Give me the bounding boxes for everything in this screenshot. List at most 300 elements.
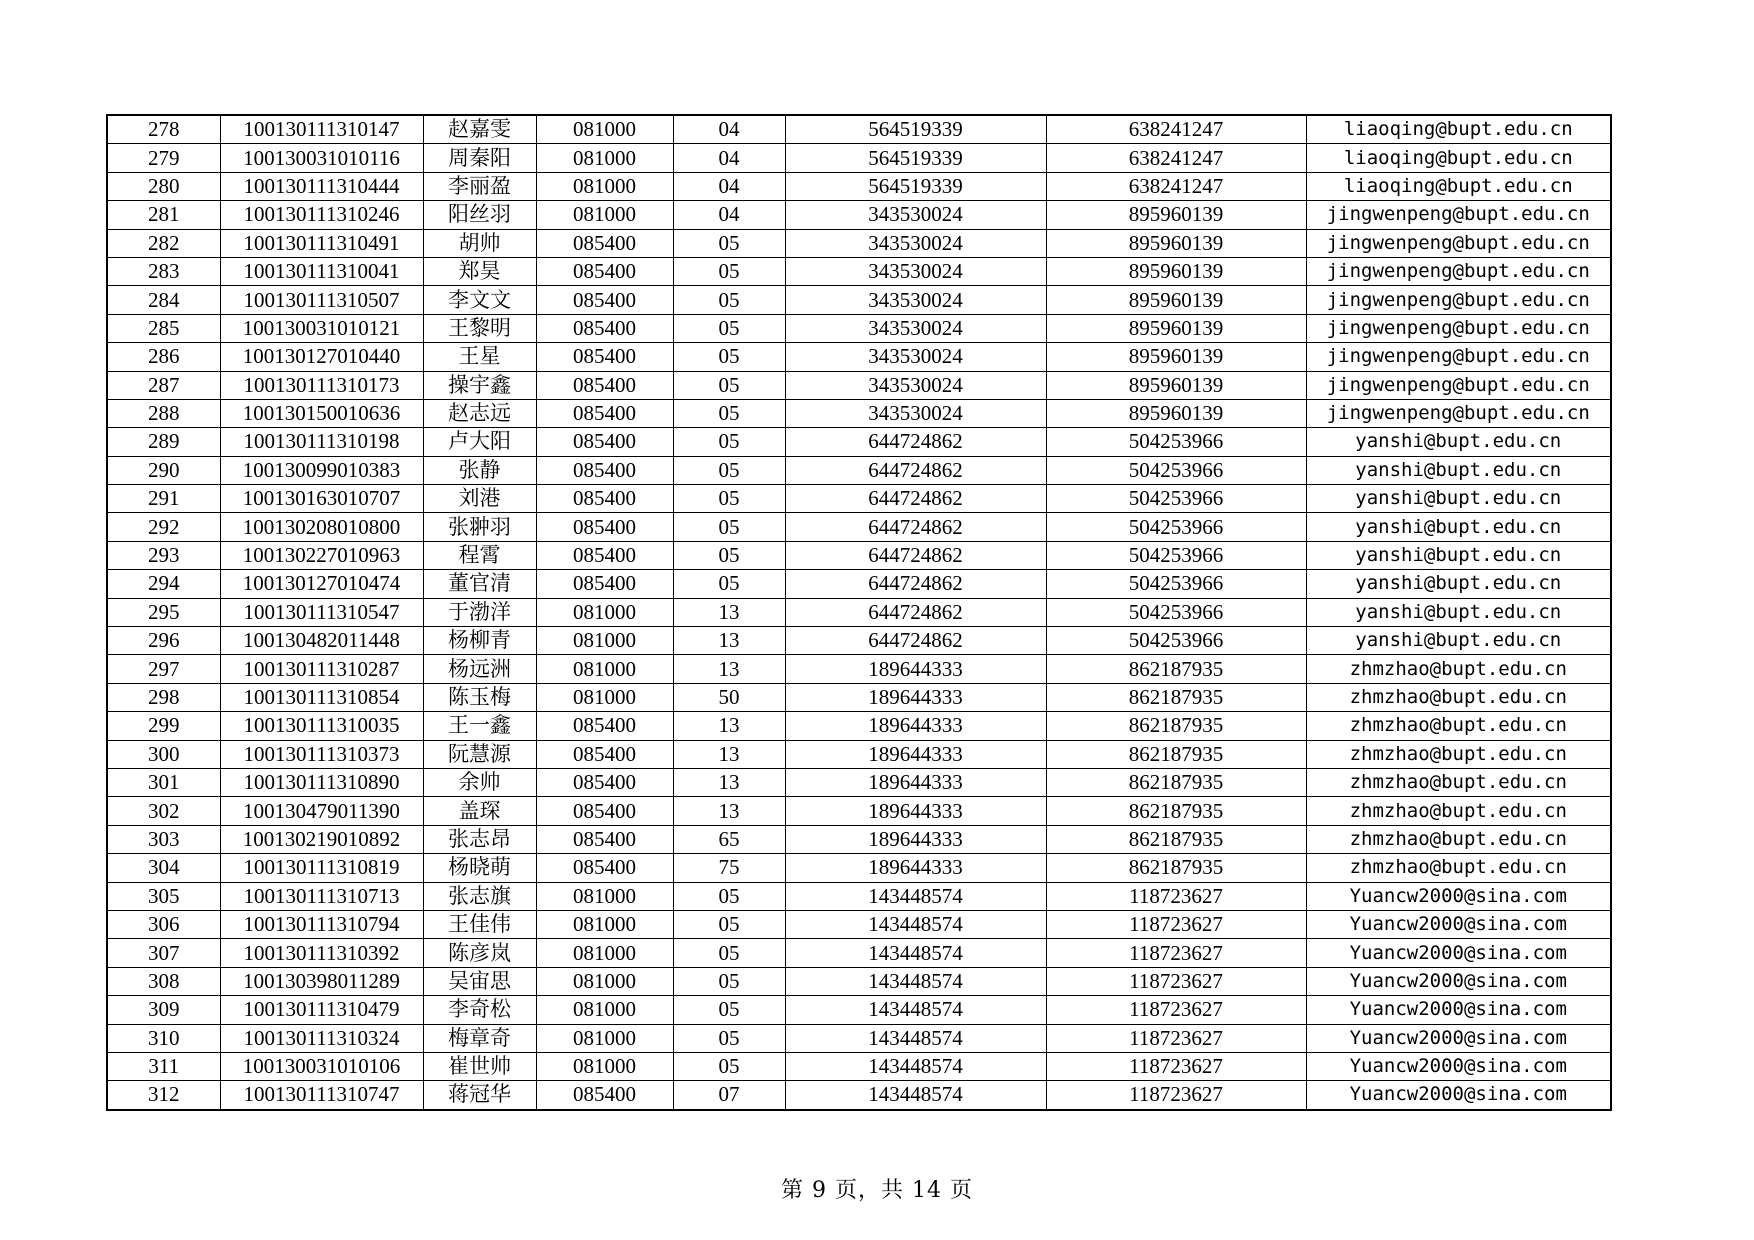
email-cell: liaoqing@bupt.edu.cn xyxy=(1306,144,1611,172)
table-row xyxy=(107,456,1611,484)
row-number-cell: 280 xyxy=(107,172,220,200)
row-number-cell: 294 xyxy=(107,570,220,598)
group-id-2-cell: 118723627 xyxy=(1046,939,1306,967)
table-row xyxy=(107,712,1611,740)
group-id-2-cell: 862187935 xyxy=(1046,768,1306,796)
direction-code-cell: 05 xyxy=(673,257,785,285)
exam-id-cell: 100130111310491 xyxy=(220,229,423,257)
major-code-cell: 081000 xyxy=(536,1024,673,1052)
exam-id-cell: 100130111310147 xyxy=(220,115,423,144)
row-number-cell: 309 xyxy=(107,996,220,1024)
table-row xyxy=(107,910,1611,938)
group-id-1-cell: 644724862 xyxy=(785,541,1046,569)
table-row xyxy=(107,343,1611,371)
group-id-1-cell: 189644333 xyxy=(785,854,1046,882)
exam-id-cell: 100130111310854 xyxy=(220,683,423,711)
row-number-cell: 282 xyxy=(107,229,220,257)
exam-id-cell: 100130163010707 xyxy=(220,485,423,513)
student-name-cell: 于渤洋 xyxy=(423,598,536,626)
student-name-cell: 阮慧源 xyxy=(423,740,536,768)
group-id-2-cell: 118723627 xyxy=(1046,910,1306,938)
group-id-1-cell: 189644333 xyxy=(785,655,1046,683)
student-name-cell: 盖琛 xyxy=(423,797,536,825)
direction-code-cell: 05 xyxy=(673,343,785,371)
group-id-1-cell: 644724862 xyxy=(785,513,1046,541)
row-number-cell: 301 xyxy=(107,768,220,796)
direction-code-cell: 13 xyxy=(673,655,785,683)
table-row xyxy=(107,598,1611,626)
group-id-1-cell: 143448574 xyxy=(785,910,1046,938)
direction-code-cell: 05 xyxy=(673,229,785,257)
exam-id-cell: 100130111310479 xyxy=(220,996,423,1024)
table-row xyxy=(107,399,1611,427)
student-table xyxy=(106,114,1612,1111)
group-id-2-cell: 895960139 xyxy=(1046,229,1306,257)
direction-code-cell: 05 xyxy=(673,996,785,1024)
table-row xyxy=(107,513,1611,541)
group-id-1-cell: 189644333 xyxy=(785,768,1046,796)
student-name-cell: 吴宙思 xyxy=(423,967,536,995)
student-name-cell: 杨柳青 xyxy=(423,627,536,655)
exam-id-cell: 100130111310890 xyxy=(220,768,423,796)
direction-code-cell: 05 xyxy=(673,371,785,399)
student-name-cell: 蒋冠华 xyxy=(423,1081,536,1110)
direction-code-cell: 13 xyxy=(673,598,785,626)
major-code-cell: 085400 xyxy=(536,343,673,371)
group-id-2-cell: 118723627 xyxy=(1046,1052,1306,1080)
major-code-cell: 085400 xyxy=(536,541,673,569)
student-name-cell: 李丽盈 xyxy=(423,172,536,200)
direction-code-cell: 05 xyxy=(673,570,785,598)
email-cell: liaoqing@bupt.edu.cn xyxy=(1306,115,1611,144)
table-row xyxy=(107,172,1611,200)
group-id-2-cell: 895960139 xyxy=(1046,371,1306,399)
group-id-2-cell: 118723627 xyxy=(1046,1081,1306,1110)
email-cell: yanshi@bupt.edu.cn xyxy=(1306,485,1611,513)
group-id-2-cell: 862187935 xyxy=(1046,683,1306,711)
direction-code-cell: 75 xyxy=(673,854,785,882)
exam-id-cell: 100130208010800 xyxy=(220,513,423,541)
major-code-cell: 085400 xyxy=(536,768,673,796)
direction-code-cell: 05 xyxy=(673,541,785,569)
email-cell: Yuancw2000@sina.com xyxy=(1306,939,1611,967)
email-cell: jingwenpeng@bupt.edu.cn xyxy=(1306,201,1611,229)
email-cell: jingwenpeng@bupt.edu.cn xyxy=(1306,343,1611,371)
group-id-2-cell: 862187935 xyxy=(1046,854,1306,882)
student-name-cell: 卢大阳 xyxy=(423,428,536,456)
direction-code-cell: 05 xyxy=(673,485,785,513)
direction-code-cell: 07 xyxy=(673,1081,785,1110)
major-code-cell: 085400 xyxy=(536,314,673,342)
group-id-2-cell: 862187935 xyxy=(1046,712,1306,740)
row-number-cell: 297 xyxy=(107,655,220,683)
email-cell: liaoqing@bupt.edu.cn xyxy=(1306,172,1611,200)
table-row xyxy=(107,229,1611,257)
row-number-cell: 305 xyxy=(107,882,220,910)
direction-code-cell: 04 xyxy=(673,172,785,200)
major-code-cell: 085400 xyxy=(536,712,673,740)
email-cell: zhmzhao@bupt.edu.cn xyxy=(1306,740,1611,768)
group-id-2-cell: 638241247 xyxy=(1046,144,1306,172)
student-name-cell: 余帅 xyxy=(423,768,536,796)
email-cell: yanshi@bupt.edu.cn xyxy=(1306,513,1611,541)
major-code-cell: 081000 xyxy=(536,655,673,683)
exam-id-cell: 100130482011448 xyxy=(220,627,423,655)
group-id-2-cell: 504253966 xyxy=(1046,456,1306,484)
student-name-cell: 董官清 xyxy=(423,570,536,598)
major-code-cell: 081000 xyxy=(536,967,673,995)
group-id-2-cell: 862187935 xyxy=(1046,825,1306,853)
student-name-cell: 赵嘉雯 xyxy=(423,115,536,144)
major-code-cell: 081000 xyxy=(536,1052,673,1080)
row-number-cell: 286 xyxy=(107,343,220,371)
major-code-cell: 081000 xyxy=(536,882,673,910)
row-number-cell: 283 xyxy=(107,257,220,285)
group-id-1-cell: 644724862 xyxy=(785,456,1046,484)
row-number-cell: 310 xyxy=(107,1024,220,1052)
group-id-1-cell: 644724862 xyxy=(785,485,1046,513)
group-id-2-cell: 862187935 xyxy=(1046,655,1306,683)
row-number-cell: 287 xyxy=(107,371,220,399)
email-cell: Yuancw2000@sina.com xyxy=(1306,967,1611,995)
table-row xyxy=(107,1081,1611,1110)
student-name-cell: 梅章奇 xyxy=(423,1024,536,1052)
group-id-1-cell: 143448574 xyxy=(785,996,1046,1024)
direction-code-cell: 50 xyxy=(673,683,785,711)
student-name-cell: 张志昂 xyxy=(423,825,536,853)
email-cell: jingwenpeng@bupt.edu.cn xyxy=(1306,399,1611,427)
email-cell: yanshi@bupt.edu.cn xyxy=(1306,456,1611,484)
email-cell: yanshi@bupt.edu.cn xyxy=(1306,541,1611,569)
group-id-2-cell: 118723627 xyxy=(1046,996,1306,1024)
major-code-cell: 081000 xyxy=(536,939,673,967)
row-number-cell: 281 xyxy=(107,201,220,229)
major-code-cell: 085400 xyxy=(536,456,673,484)
row-number-cell: 279 xyxy=(107,144,220,172)
group-id-2-cell: 504253966 xyxy=(1046,513,1306,541)
table-row xyxy=(107,797,1611,825)
direction-code-cell: 13 xyxy=(673,768,785,796)
student-name-cell: 周秦阳 xyxy=(423,144,536,172)
student-name-cell: 胡帅 xyxy=(423,229,536,257)
direction-code-cell: 05 xyxy=(673,513,785,541)
group-id-1-cell: 644724862 xyxy=(785,570,1046,598)
table-row xyxy=(107,144,1611,172)
group-id-1-cell: 644724862 xyxy=(785,428,1046,456)
major-code-cell: 081000 xyxy=(536,172,673,200)
exam-id-cell: 100130111310713 xyxy=(220,882,423,910)
row-number-cell: 304 xyxy=(107,854,220,882)
row-number-cell: 298 xyxy=(107,683,220,711)
group-id-2-cell: 504253966 xyxy=(1046,598,1306,626)
exam-id-cell: 100130111310246 xyxy=(220,201,423,229)
student-name-cell: 王佳伟 xyxy=(423,910,536,938)
table-row xyxy=(107,1052,1611,1080)
direction-code-cell: 04 xyxy=(673,144,785,172)
email-cell: Yuancw2000@sina.com xyxy=(1306,1052,1611,1080)
group-id-1-cell: 189644333 xyxy=(785,797,1046,825)
direction-code-cell: 05 xyxy=(673,882,785,910)
exam-id-cell: 100130111310373 xyxy=(220,740,423,768)
group-id-1-cell: 564519339 xyxy=(785,172,1046,200)
direction-code-cell: 05 xyxy=(673,314,785,342)
group-id-1-cell: 343530024 xyxy=(785,314,1046,342)
group-id-2-cell: 895960139 xyxy=(1046,399,1306,427)
row-number-cell: 293 xyxy=(107,541,220,569)
exam-id-cell: 100130111310287 xyxy=(220,655,423,683)
exam-id-cell: 100130150010636 xyxy=(220,399,423,427)
group-id-2-cell: 504253966 xyxy=(1046,627,1306,655)
group-id-1-cell: 644724862 xyxy=(785,598,1046,626)
group-id-2-cell: 638241247 xyxy=(1046,115,1306,144)
table-row xyxy=(107,1024,1611,1052)
group-id-2-cell: 895960139 xyxy=(1046,343,1306,371)
direction-code-cell: 05 xyxy=(673,1024,785,1052)
major-code-cell: 081000 xyxy=(536,683,673,711)
group-id-2-cell: 895960139 xyxy=(1046,314,1306,342)
email-cell: Yuancw2000@sina.com xyxy=(1306,1081,1611,1110)
table-row xyxy=(107,655,1611,683)
exam-id-cell: 100130111310035 xyxy=(220,712,423,740)
exam-id-cell: 100130111310444 xyxy=(220,172,423,200)
student-name-cell: 陈彦岚 xyxy=(423,939,536,967)
student-name-cell: 操宇鑫 xyxy=(423,371,536,399)
table-row xyxy=(107,314,1611,342)
table-row xyxy=(107,939,1611,967)
row-number-cell: 302 xyxy=(107,797,220,825)
table-row xyxy=(107,257,1611,285)
exam-id-cell: 100130111310041 xyxy=(220,257,423,285)
row-number-cell: 311 xyxy=(107,1052,220,1080)
group-id-1-cell: 189644333 xyxy=(785,740,1046,768)
table-row xyxy=(107,428,1611,456)
student-name-cell: 张静 xyxy=(423,456,536,484)
email-cell: jingwenpeng@bupt.edu.cn xyxy=(1306,229,1611,257)
group-id-2-cell: 118723627 xyxy=(1046,1024,1306,1052)
direction-code-cell: 05 xyxy=(673,286,785,314)
exam-id-cell: 100130031010106 xyxy=(220,1052,423,1080)
email-cell: zhmzhao@bupt.edu.cn xyxy=(1306,768,1611,796)
major-code-cell: 085400 xyxy=(536,740,673,768)
direction-code-cell: 05 xyxy=(673,456,785,484)
group-id-1-cell: 143448574 xyxy=(785,1081,1046,1110)
email-cell: jingwenpeng@bupt.edu.cn xyxy=(1306,257,1611,285)
exam-id-cell: 100130111310507 xyxy=(220,286,423,314)
group-id-2-cell: 862187935 xyxy=(1046,740,1306,768)
table-row xyxy=(107,854,1611,882)
student-name-cell: 张志旗 xyxy=(423,882,536,910)
major-code-cell: 085400 xyxy=(536,371,673,399)
major-code-cell: 081000 xyxy=(536,115,673,144)
major-code-cell: 081000 xyxy=(536,910,673,938)
exam-id-cell: 100130127010440 xyxy=(220,343,423,371)
table-row xyxy=(107,740,1611,768)
group-id-1-cell: 564519339 xyxy=(785,115,1046,144)
exam-id-cell: 100130479011390 xyxy=(220,797,423,825)
email-cell: zhmzhao@bupt.edu.cn xyxy=(1306,825,1611,853)
group-id-1-cell: 343530024 xyxy=(785,343,1046,371)
table-row xyxy=(107,996,1611,1024)
row-number-cell: 303 xyxy=(107,825,220,853)
table-row xyxy=(107,768,1611,796)
table-row xyxy=(107,882,1611,910)
student-name-cell: 李文文 xyxy=(423,286,536,314)
group-id-2-cell: 638241247 xyxy=(1046,172,1306,200)
table-row xyxy=(107,201,1611,229)
email-cell: yanshi@bupt.edu.cn xyxy=(1306,598,1611,626)
exam-id-cell: 100130398011289 xyxy=(220,967,423,995)
group-id-2-cell: 504253966 xyxy=(1046,541,1306,569)
student-name-cell: 张翀羽 xyxy=(423,513,536,541)
major-code-cell: 085400 xyxy=(536,286,673,314)
direction-code-cell: 05 xyxy=(673,399,785,427)
group-id-2-cell: 895960139 xyxy=(1046,257,1306,285)
email-cell: zhmzhao@bupt.edu.cn xyxy=(1306,655,1611,683)
row-number-cell: 299 xyxy=(107,712,220,740)
group-id-1-cell: 343530024 xyxy=(785,229,1046,257)
email-cell: Yuancw2000@sina.com xyxy=(1306,882,1611,910)
email-cell: yanshi@bupt.edu.cn xyxy=(1306,627,1611,655)
major-code-cell: 085400 xyxy=(536,257,673,285)
table-body xyxy=(107,115,1611,1110)
group-id-1-cell: 343530024 xyxy=(785,286,1046,314)
group-id-1-cell: 189644333 xyxy=(785,825,1046,853)
group-id-1-cell: 343530024 xyxy=(785,399,1046,427)
row-number-cell: 300 xyxy=(107,740,220,768)
row-number-cell: 312 xyxy=(107,1081,220,1110)
row-number-cell: 306 xyxy=(107,910,220,938)
student-name-cell: 杨远洲 xyxy=(423,655,536,683)
table-row xyxy=(107,967,1611,995)
email-cell: jingwenpeng@bupt.edu.cn xyxy=(1306,314,1611,342)
row-number-cell: 284 xyxy=(107,286,220,314)
email-cell: Yuancw2000@sina.com xyxy=(1306,910,1611,938)
group-id-2-cell: 504253966 xyxy=(1046,485,1306,513)
email-cell: Yuancw2000@sina.com xyxy=(1306,1024,1611,1052)
major-code-cell: 085400 xyxy=(536,854,673,882)
exam-id-cell: 100130099010383 xyxy=(220,456,423,484)
student-name-cell: 赵志远 xyxy=(423,399,536,427)
row-number-cell: 308 xyxy=(107,967,220,995)
table-row xyxy=(107,570,1611,598)
row-number-cell: 295 xyxy=(107,598,220,626)
email-cell: zhmzhao@bupt.edu.cn xyxy=(1306,683,1611,711)
direction-code-cell: 05 xyxy=(673,428,785,456)
table-row xyxy=(107,541,1611,569)
major-code-cell: 085400 xyxy=(536,513,673,541)
major-code-cell: 085400 xyxy=(536,1081,673,1110)
row-number-cell: 285 xyxy=(107,314,220,342)
row-number-cell: 291 xyxy=(107,485,220,513)
exam-id-cell: 100130111310392 xyxy=(220,939,423,967)
major-code-cell: 085400 xyxy=(536,570,673,598)
email-cell: yanshi@bupt.edu.cn xyxy=(1306,570,1611,598)
direction-code-cell: 13 xyxy=(673,740,785,768)
group-id-1-cell: 143448574 xyxy=(785,967,1046,995)
major-code-cell: 081000 xyxy=(536,144,673,172)
student-name-cell: 郑昊 xyxy=(423,257,536,285)
group-id-2-cell: 862187935 xyxy=(1046,797,1306,825)
email-cell: zhmzhao@bupt.edu.cn xyxy=(1306,854,1611,882)
student-name-cell: 王星 xyxy=(423,343,536,371)
group-id-1-cell: 564519339 xyxy=(785,144,1046,172)
major-code-cell: 085400 xyxy=(536,428,673,456)
major-code-cell: 085400 xyxy=(536,485,673,513)
group-id-1-cell: 343530024 xyxy=(785,257,1046,285)
row-number-cell: 288 xyxy=(107,399,220,427)
direction-code-cell: 05 xyxy=(673,939,785,967)
direction-code-cell: 13 xyxy=(673,797,785,825)
row-number-cell: 278 xyxy=(107,115,220,144)
email-cell: zhmzhao@bupt.edu.cn xyxy=(1306,797,1611,825)
page-footer: 第 9 页，共 14 页 xyxy=(781,1178,973,1203)
group-id-1-cell: 343530024 xyxy=(785,371,1046,399)
major-code-cell: 085400 xyxy=(536,399,673,427)
student-name-cell: 程霄 xyxy=(423,541,536,569)
direction-code-cell: 05 xyxy=(673,910,785,938)
table-row xyxy=(107,485,1611,513)
group-id-2-cell: 504253966 xyxy=(1046,428,1306,456)
major-code-cell: 081000 xyxy=(536,598,673,626)
group-id-1-cell: 189644333 xyxy=(785,712,1046,740)
exam-id-cell: 100130111310747 xyxy=(220,1081,423,1110)
email-cell: yanshi@bupt.edu.cn xyxy=(1306,428,1611,456)
major-code-cell: 085400 xyxy=(536,825,673,853)
major-code-cell: 085400 xyxy=(536,229,673,257)
direction-code-cell: 05 xyxy=(673,967,785,995)
group-id-2-cell: 895960139 xyxy=(1046,286,1306,314)
major-code-cell: 085400 xyxy=(536,797,673,825)
student-name-cell: 杨晓萌 xyxy=(423,854,536,882)
exam-id-cell: 100130031010121 xyxy=(220,314,423,342)
email-cell: jingwenpeng@bupt.edu.cn xyxy=(1306,286,1611,314)
exam-id-cell: 100130031010116 xyxy=(220,144,423,172)
group-id-1-cell: 143448574 xyxy=(785,1024,1046,1052)
student-name-cell: 阳丝羽 xyxy=(423,201,536,229)
table-row xyxy=(107,627,1611,655)
row-number-cell: 296 xyxy=(107,627,220,655)
exam-id-cell: 100130111310198 xyxy=(220,428,423,456)
row-number-cell: 292 xyxy=(107,513,220,541)
student-name-cell: 李奇松 xyxy=(423,996,536,1024)
direction-code-cell: 65 xyxy=(673,825,785,853)
group-id-2-cell: 118723627 xyxy=(1046,882,1306,910)
exam-id-cell: 100130111310324 xyxy=(220,1024,423,1052)
exam-id-cell: 100130111310547 xyxy=(220,598,423,626)
group-id-1-cell: 143448574 xyxy=(785,1052,1046,1080)
exam-id-cell: 100130127010474 xyxy=(220,570,423,598)
table-row xyxy=(107,115,1611,144)
group-id-1-cell: 644724862 xyxy=(785,627,1046,655)
table-row xyxy=(107,825,1611,853)
direction-code-cell: 04 xyxy=(673,115,785,144)
table-row xyxy=(107,371,1611,399)
group-id-2-cell: 895960139 xyxy=(1046,201,1306,229)
group-id-1-cell: 143448574 xyxy=(785,882,1046,910)
exam-id-cell: 100130111310794 xyxy=(220,910,423,938)
row-number-cell: 289 xyxy=(107,428,220,456)
major-code-cell: 081000 xyxy=(536,996,673,1024)
group-id-2-cell: 504253966 xyxy=(1046,570,1306,598)
group-id-1-cell: 143448574 xyxy=(785,939,1046,967)
direction-code-cell: 04 xyxy=(673,201,785,229)
email-cell: Yuancw2000@sina.com xyxy=(1306,996,1611,1024)
student-name-cell: 王黎明 xyxy=(423,314,536,342)
table-row xyxy=(107,286,1611,314)
exam-id-cell: 100130219010892 xyxy=(220,825,423,853)
student-name-cell: 陈玉梅 xyxy=(423,683,536,711)
exam-id-cell: 100130111310173 xyxy=(220,371,423,399)
